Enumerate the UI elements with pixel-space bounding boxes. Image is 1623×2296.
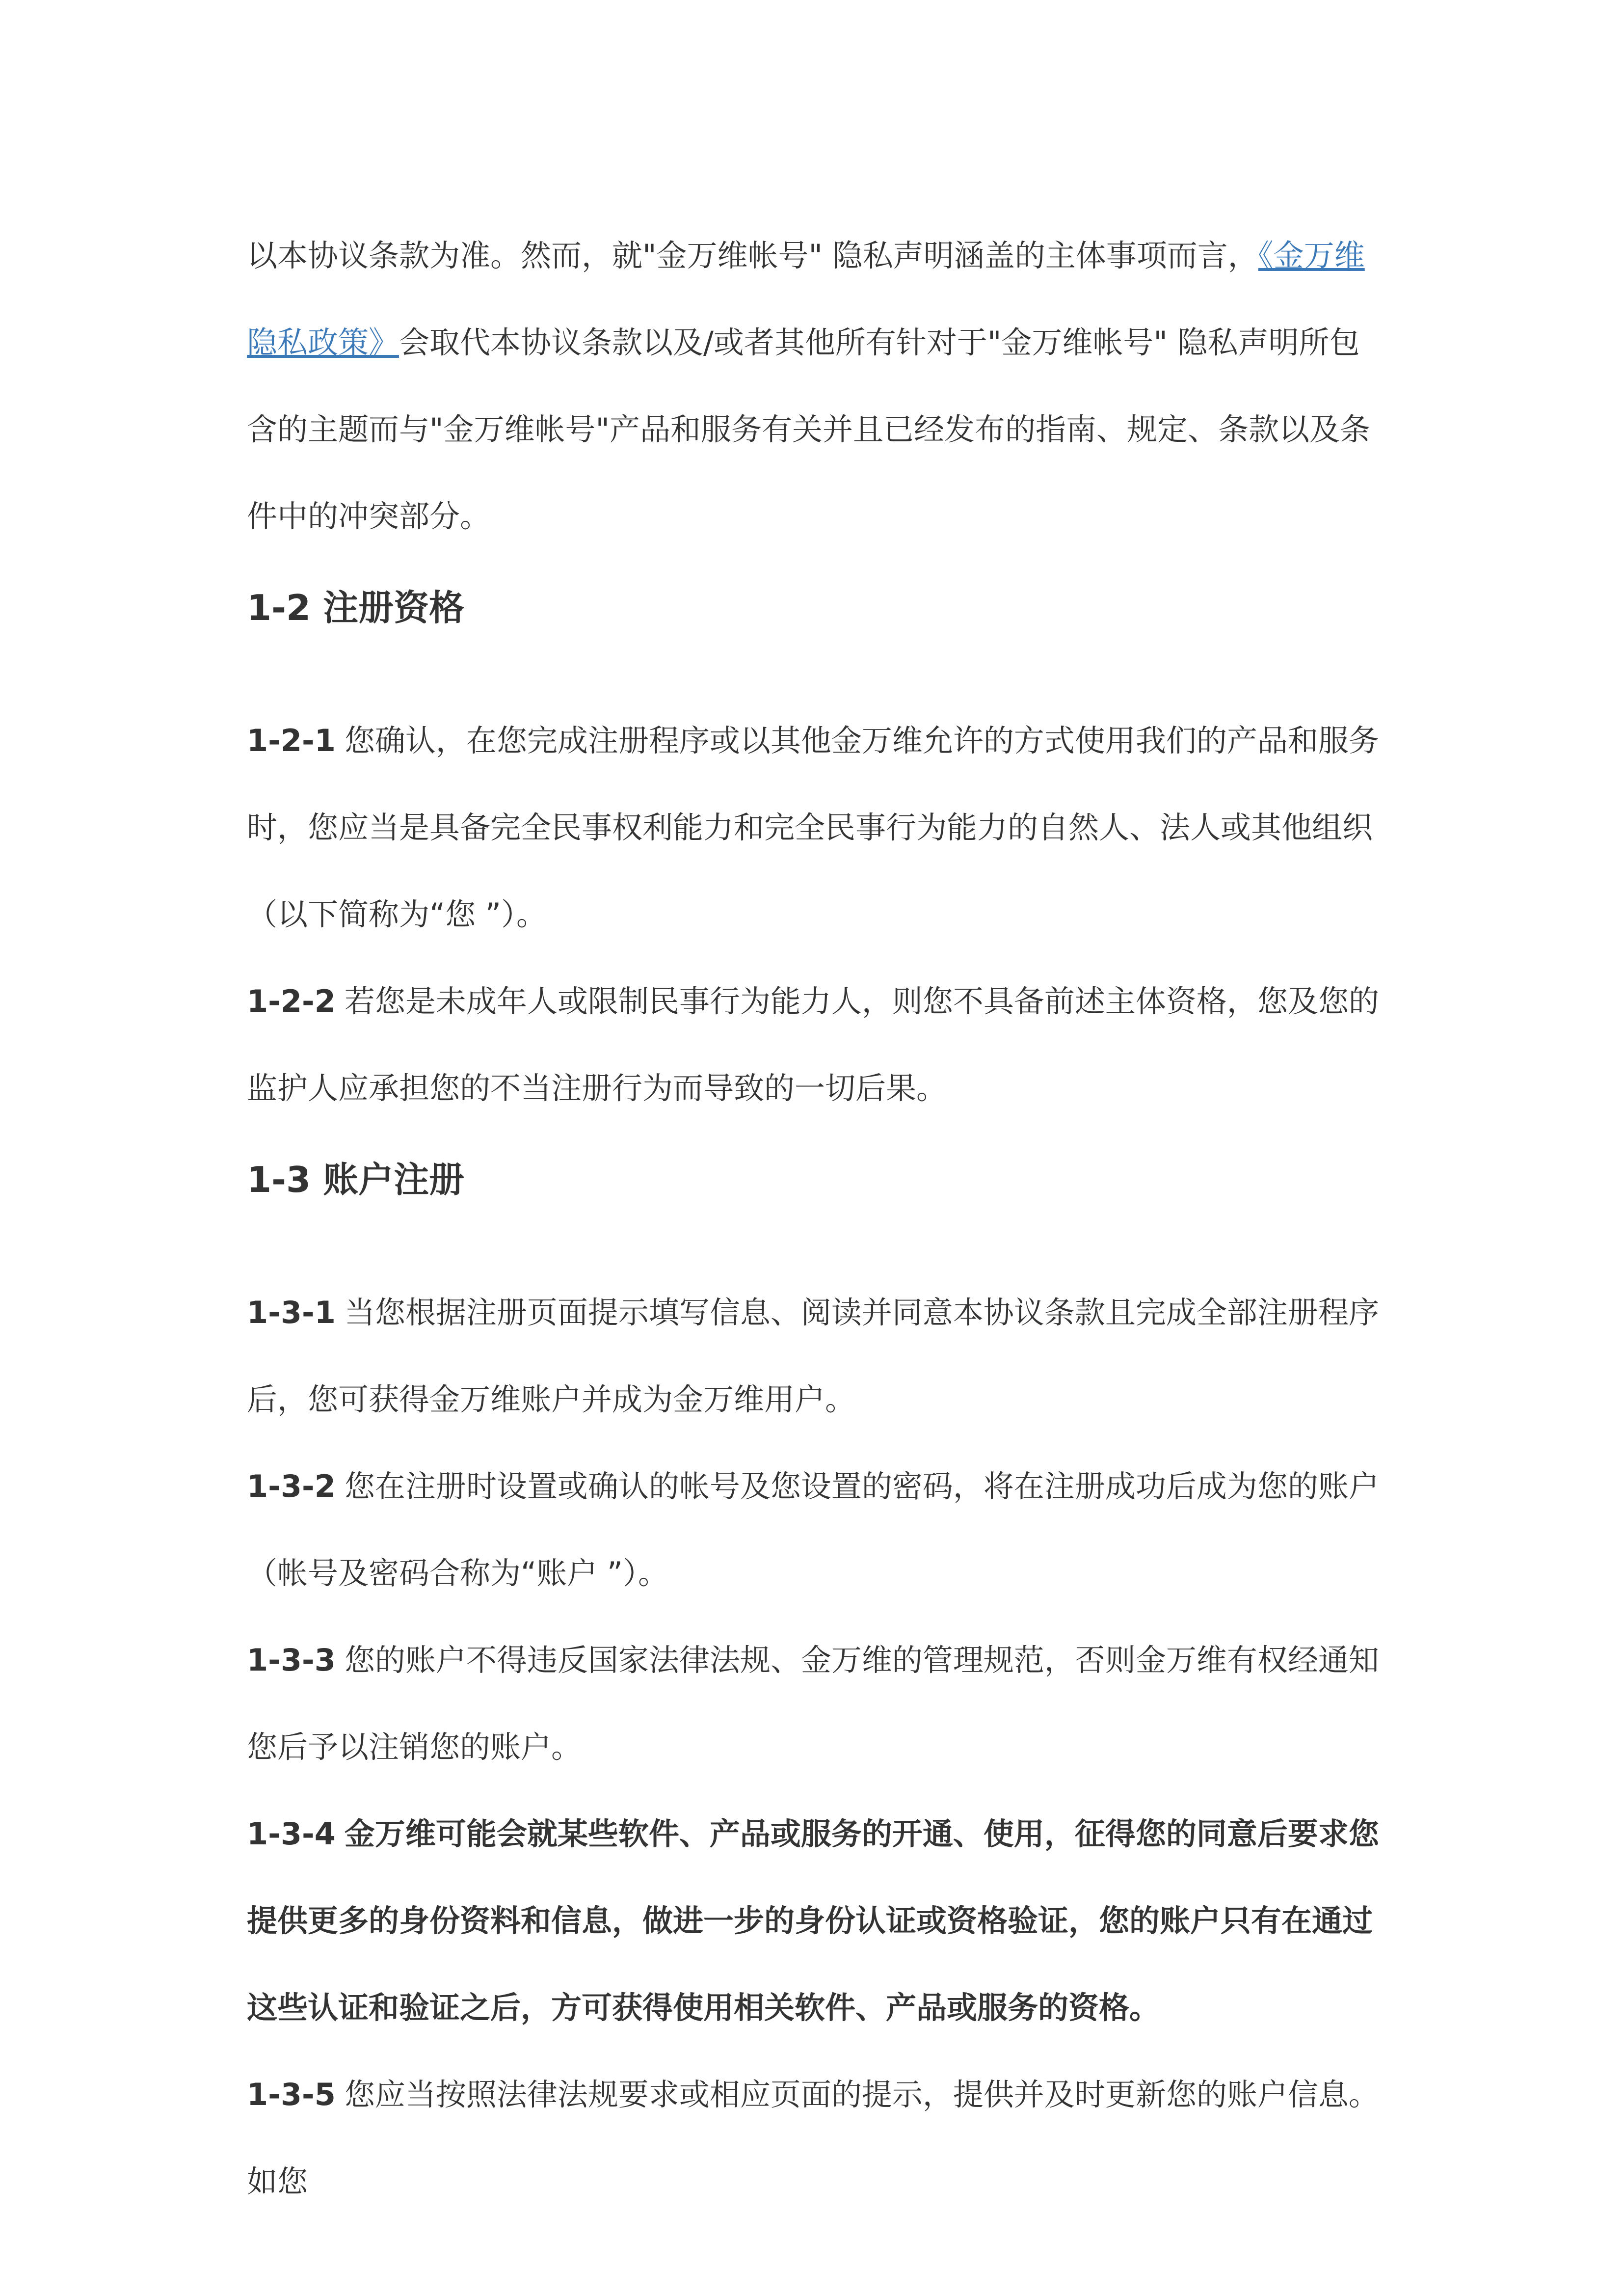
- clause-1-3-3: [247, 1617, 1384, 1790]
- clause-number: 1-2-1: [247, 723, 336, 758]
- intro-paragraph: [247, 212, 1384, 560]
- section-heading-1-3: [247, 1155, 1384, 1204]
- section-title: 注册资格: [323, 587, 465, 628]
- clause-text: 当您根据注册页面提示填写信息、阅读并同意本协议条款且完成全部注册程序后，您可获得金万维账户并成为金万维用户。: [247, 1295, 1379, 1417]
- privacy-policy-link[interactable]: 《金万维隐私政策》: [247, 238, 1365, 360]
- clause-number: 1-3-5: [247, 2077, 336, 2112]
- section-number: 1-2: [247, 587, 311, 628]
- clause-number: 1-3-2: [247, 1468, 336, 1504]
- document-content: [247, 212, 1384, 2225]
- clause-text: 您在注册时设置或确认的帐号及您设置的密码，将在注册成功后成为您的账户（帐号及密码合称为“账户 ”）。: [247, 1468, 1379, 1591]
- section-heading-1-2: [247, 583, 1384, 632]
- clause-text: 您的账户不得违反国家法律法规、金万维的管理规范，否则金万维有权经通知您后予以注销您的账户。: [247, 1642, 1379, 1765]
- clause-number: 1-3-1: [247, 1295, 336, 1330]
- clause-1-2-2: [247, 958, 1384, 1132]
- intro-text-after-link: 会取代本协议条款以及/或者其他所有针对于"金万维帐号" 隐私声明所包含的主题而与"金万维帐号"产品和服务有关并且已经发布的指南、规定、条款以及条件中的冲突部分。: [247, 324, 1371, 534]
- clause-1-2-1: [247, 697, 1384, 958]
- clause-1-3-5: [247, 2051, 1384, 2225]
- clause-1-3-1: [247, 1269, 1384, 1443]
- clause-text: 您确认，在您完成注册程序或以其他金万维允许的方式使用我们的产品和服务时，您应当是具备完全民事权利能力和完全民事行为能力的自然人、法人或其他组织（以下简称为“您 ”）。: [247, 723, 1379, 932]
- intro-text-before-link: 以本协议条款为准。然而，就"金万维帐号" 隐私声明涵盖的主体事项而言，: [247, 238, 1258, 273]
- clause-text: 若您是未成年人或限制民事行为能力人，则您不具备前述主体资格，您及您的监护人应承担您的不当注册行为而导致的一切后果。: [247, 983, 1379, 1106]
- clause-number: 1-3-4: [247, 1816, 336, 1852]
- clause-number: 1-2-2: [247, 983, 336, 1019]
- clause-1-3-2: [247, 1443, 1384, 1617]
- section-number: 1-3: [247, 1159, 311, 1200]
- section-title: 账户注册: [323, 1159, 465, 1200]
- clause-1-3-4: [247, 1790, 1384, 2051]
- clause-text: 金万维可能会就某些软件、产品或服务的开通、使用，征得您的同意后要求您提供更多的身份资料和信息，做进一步的身份认证或资格验证，您的账户只有在通过这些认证和验证之后，方可获得使用相关软件、产品或服务的资格。: [247, 1816, 1379, 2026]
- clause-text: 您应当按照法律法规要求或相应页面的提示，提供并及时更新您的账户信息。如您: [247, 2077, 1379, 2199]
- clause-number: 1-3-3: [247, 1642, 336, 1678]
